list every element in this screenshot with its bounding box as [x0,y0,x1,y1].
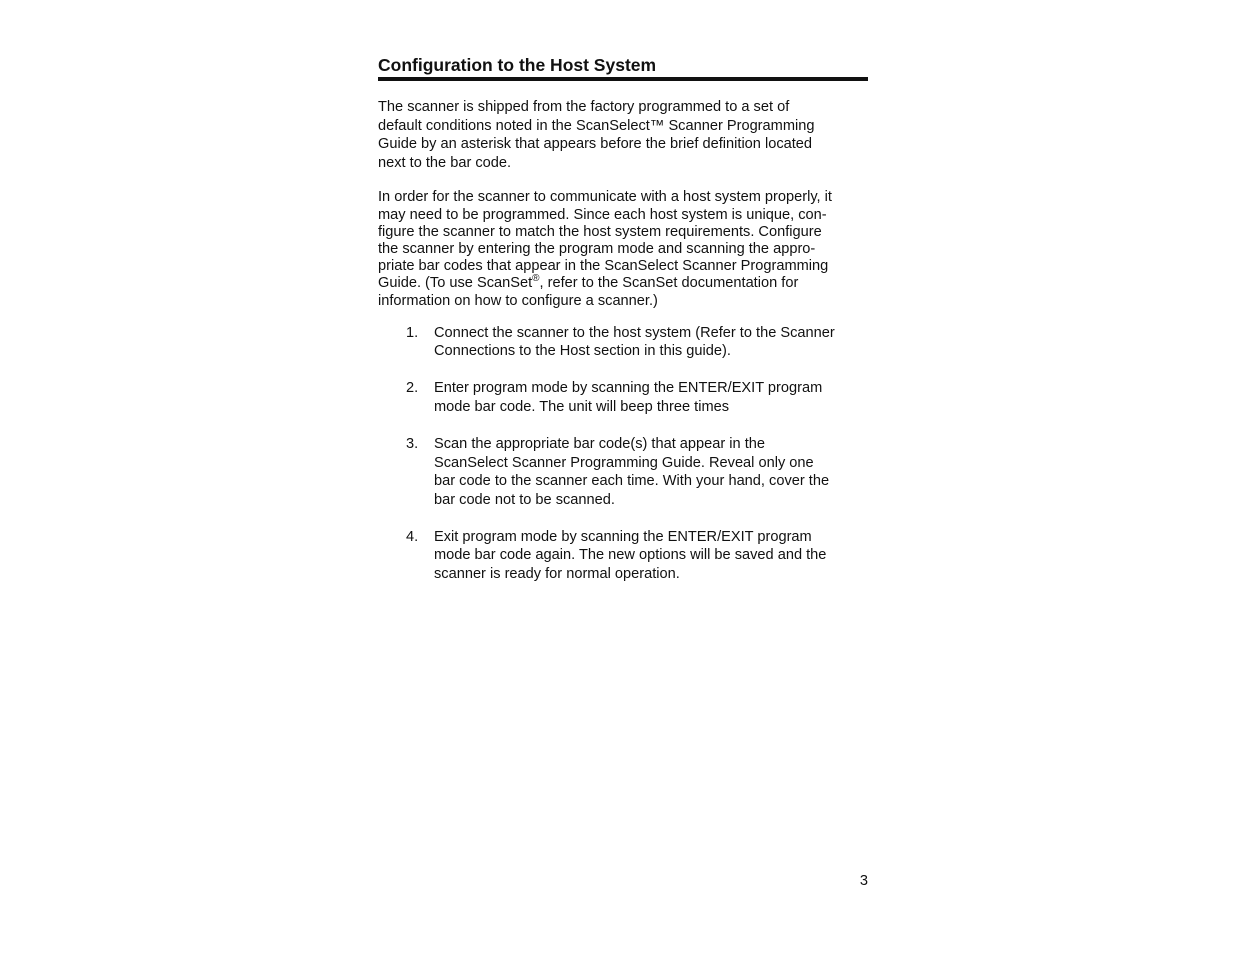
step-line: mode bar code. The unit will beep three times [434,398,730,415]
paragraph-line: default conditions noted in the ScanSelect™ Scanner Programming [378,117,815,134]
paragraph-line: information on how to configure a scanner.) [378,292,658,309]
step-number: 2. [406,380,419,397]
step-line: Exit program mode by scanning the ENTER/EXIT program [434,528,812,545]
paragraph-line: figure the scanner to match the host system requirements. Configure [378,223,822,240]
paragraph-line-with-superscript [378,275,868,292]
document-page [378,54,868,602]
page-number: 3 [859,873,868,889]
list-item-step-2 [378,379,868,416]
list-item-step-3 [378,435,868,509]
line-text-after: , refer to the ScanSet documentation for [539,275,799,292]
step-number: 4. [406,528,419,545]
paragraph-line: Guide by an asterisk that appears before the brief definition located [378,136,813,153]
step-line: ScanSelect Scanner Programming Guide. Reveal only one [434,454,814,471]
paragraph-line: next to the bar code. [378,154,512,171]
step-number: 1. [406,324,419,341]
paragraph-line: In order for the scanner to communicate with a host system properly, it [378,189,832,206]
intro-paragraph [378,98,868,172]
paragraph-line: may need to be programmed. Since each host system is unique, con- [378,206,827,223]
list-item-step-1 [378,324,868,361]
step-line: Connections to the Host section in this guide). [434,343,731,360]
paragraph-line: priate bar codes that appear in the ScanSelect Scanner Programming [378,258,829,275]
step-line: Enter program mode by scanning the ENTER/EXIT program [434,380,823,397]
paragraph-line: The scanner is shipped from the factory programmed to a set of [378,99,790,115]
registered-mark: ® [532,273,540,285]
host-config-paragraph [378,189,868,309]
step-line: mode bar code again. The new options will be saved and the [434,547,827,564]
section-heading: Configuration to the Host System [378,54,868,81]
list-item-step-4 [378,528,868,584]
paragraph-line: the scanner by entering the program mode and scanning the appro- [378,240,816,257]
step-line: Connect the scanner to the host system (Refer to the Scanner [434,324,835,341]
steps-list [378,324,868,584]
step-line: bar code to the scanner each time. With your hand, cover the [434,473,830,490]
step-line: bar code not to be scanned. [434,491,615,508]
step-line: Scan the appropriate bar code(s) that appear in the [434,435,766,452]
step-line: scanner is ready for normal operation. [434,565,680,582]
step-number: 3. [406,435,419,452]
line-text-before: Guide. (To use ScanSet [378,275,533,292]
